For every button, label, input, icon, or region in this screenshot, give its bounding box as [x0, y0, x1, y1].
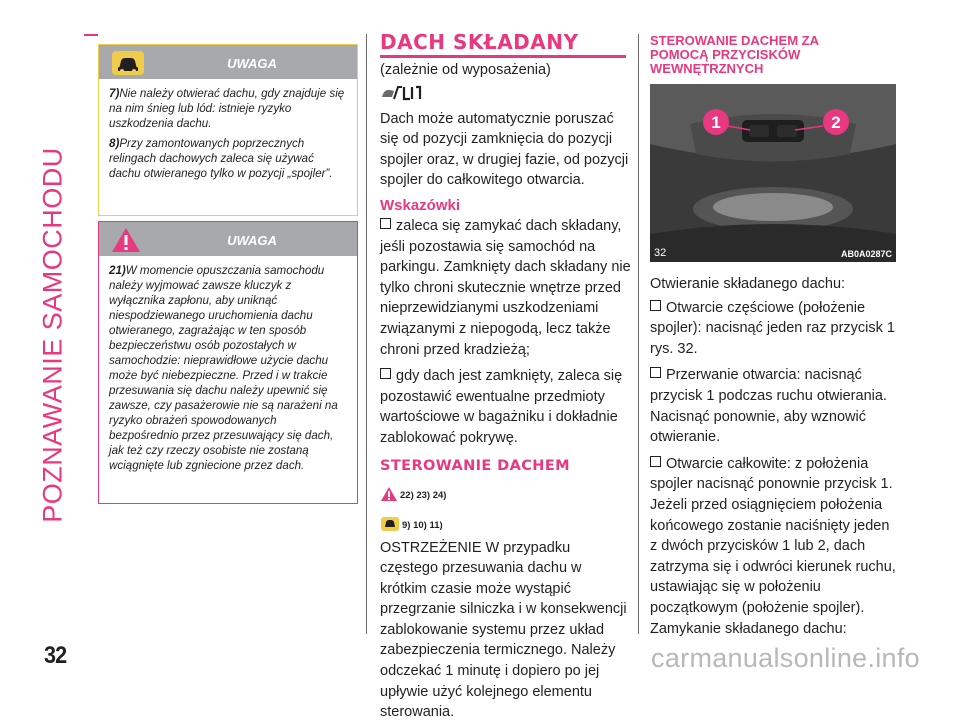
open-item: Otwarcie całkowite: z położenia spojler nacisnąć ponownie przycisk 1. Jeżeli przed osiągnięciem położenia końcowego zostanie naciśnięty jeden z dwóch przycisków 1 lub 2, dach zatrzyma się i odwróci kierunek ruchu, ustawiając się w położeniu początkowym (położenie spojler). [650, 455, 896, 616]
open-item: Przerwanie otwarcia: nacisnąć przycisk 1 podczas ruchu otwierania. Nacisnąć ponownie, aby wznowić otwieranie. [650, 367, 887, 446]
warning-title: UWAGA [227, 233, 277, 248]
tip-item: gdy dach jest zamknięty, zaleca się pozostawić ewentualne przedmioty wartościowe w bagażniku i dokładnie zablokować pokrywę. [380, 368, 623, 446]
close-title: Zamykanie składanego dachu: [650, 620, 847, 637]
top-accent-line [84, 34, 98, 36]
column-divider [638, 34, 639, 634]
warning-box-safety [98, 221, 358, 504]
warning-header [99, 222, 357, 256]
column-divider [366, 34, 367, 634]
roof-console-photo [650, 84, 896, 262]
section-heading: STEROWANIE DACHEM ZA POMOCĄ PRZYCISKÓW WEWNĘTRZNYCH [650, 33, 819, 76]
callout-2: 2 [831, 113, 841, 132]
figure-number: 32 [654, 247, 667, 259]
page-number: 32 [44, 642, 67, 669]
warning-box-roof [98, 44, 358, 216]
callout-1: 1 [711, 113, 721, 132]
warning-header [99, 45, 357, 79]
warning-reference: 9) 10) 11) [380, 508, 632, 532]
warning-title: UWAGA [227, 56, 277, 71]
intro-paragraph: Dach może automatycznie poruszać się od pozycji zamknięcia do pozycji spojler oraz, w drugiej fazie, od pozycji spojler do całkowitego otwarcia. [380, 110, 629, 189]
overheat-warning: OSTRZEŻENIE W przypadku częstego przesuwania dachu w krótkim czasie może wystąpić przegrzanie silniczka i w konsekwencji zablokowanie systemu przez układ zabezpieczenia termicznego. Należy odczekać 1 minutę i dopiero po jej upływie użyć kolejnego elementu sterowania. [380, 539, 627, 721]
car-hazard-icon [380, 516, 400, 532]
warning-reference: 22) 23) 24) [380, 478, 632, 502]
tips-heading: Wskazówki [380, 196, 461, 214]
column-roof-buttons [650, 30, 900, 639]
checkbox-bullet-icon [380, 218, 391, 229]
watermark: carmanualsonline.info [651, 643, 920, 673]
warning-body [99, 79, 357, 192]
figure-roof-buttons [650, 84, 896, 262]
figure-code: AB0A0287C [840, 249, 892, 259]
tip-item: zaleca się zamykać dach składany, jeśli pozostawia się samochód na parkingu. Zamknięty dach składany nie tylko chroni skutecznie wnętrze przed nieprzewidzianymi uszkodzeniami związanymi z niepogodą, lecz także chroni przed kradzieżą; [380, 217, 631, 358]
subsection-heading: STEROWANIE DACHEM [380, 457, 570, 474]
checkbox-bullet-icon [650, 367, 661, 378]
checkbox-bullet-icon [650, 456, 661, 467]
checkbox-bullet-icon [380, 368, 391, 379]
open-title: Otwieranie składanego dachu: [650, 276, 846, 292]
warning-triangle-icon [380, 486, 398, 502]
column-folding-roof [380, 30, 632, 723]
warning-item: 7)Nie należy otwierać dachu, gdy znajduje się na nim śnieg lub lód: istnieje ryzyko uszkodzenia dachu. [109, 87, 345, 130]
checkbox-bullet-icon [650, 300, 661, 311]
open-item: Otwarcie częściowe (położenie spojler): nacisnąć jeden raz przycisk 1 rys. 32. [650, 299, 895, 357]
warning-item: 8)Przy zamontowanych poprzecznych relingach dachowych zaleca się używać dachu otwieranego tylko w pozycji „spojler”. [109, 137, 333, 180]
equipment-icon [380, 83, 632, 105]
optional-note: (zależnie od wyposażenia) [380, 62, 551, 78]
warning-item: 21)W momencie opuszczania samochodu należy wyjmować zawsze kluczyk z wyłącznika zapłonu, aby uniknąć niespodziewanego uruchomienia dachu otwieranego, zagrażając w ten sposób bezpieczeństwu osób pozostałych w samochodzie: nieprawidłowe użycie dachu może być niebezpieczne. Przed i w trakcie przesuwania się dachu należy upewnić się zawsze, czy pasażerowie nie są narażeni na ryzyko obrażeń spowodowanych bezpośrednio przez przesuwający się dach, jak też czy rzeczy osobiste nie zostaną wciągnięte lub zgniecione przez dach. [109, 264, 338, 472]
warning-body [99, 256, 357, 484]
section-heading: DACH SKŁADANY [380, 30, 579, 54]
heading-rule [380, 55, 626, 58]
